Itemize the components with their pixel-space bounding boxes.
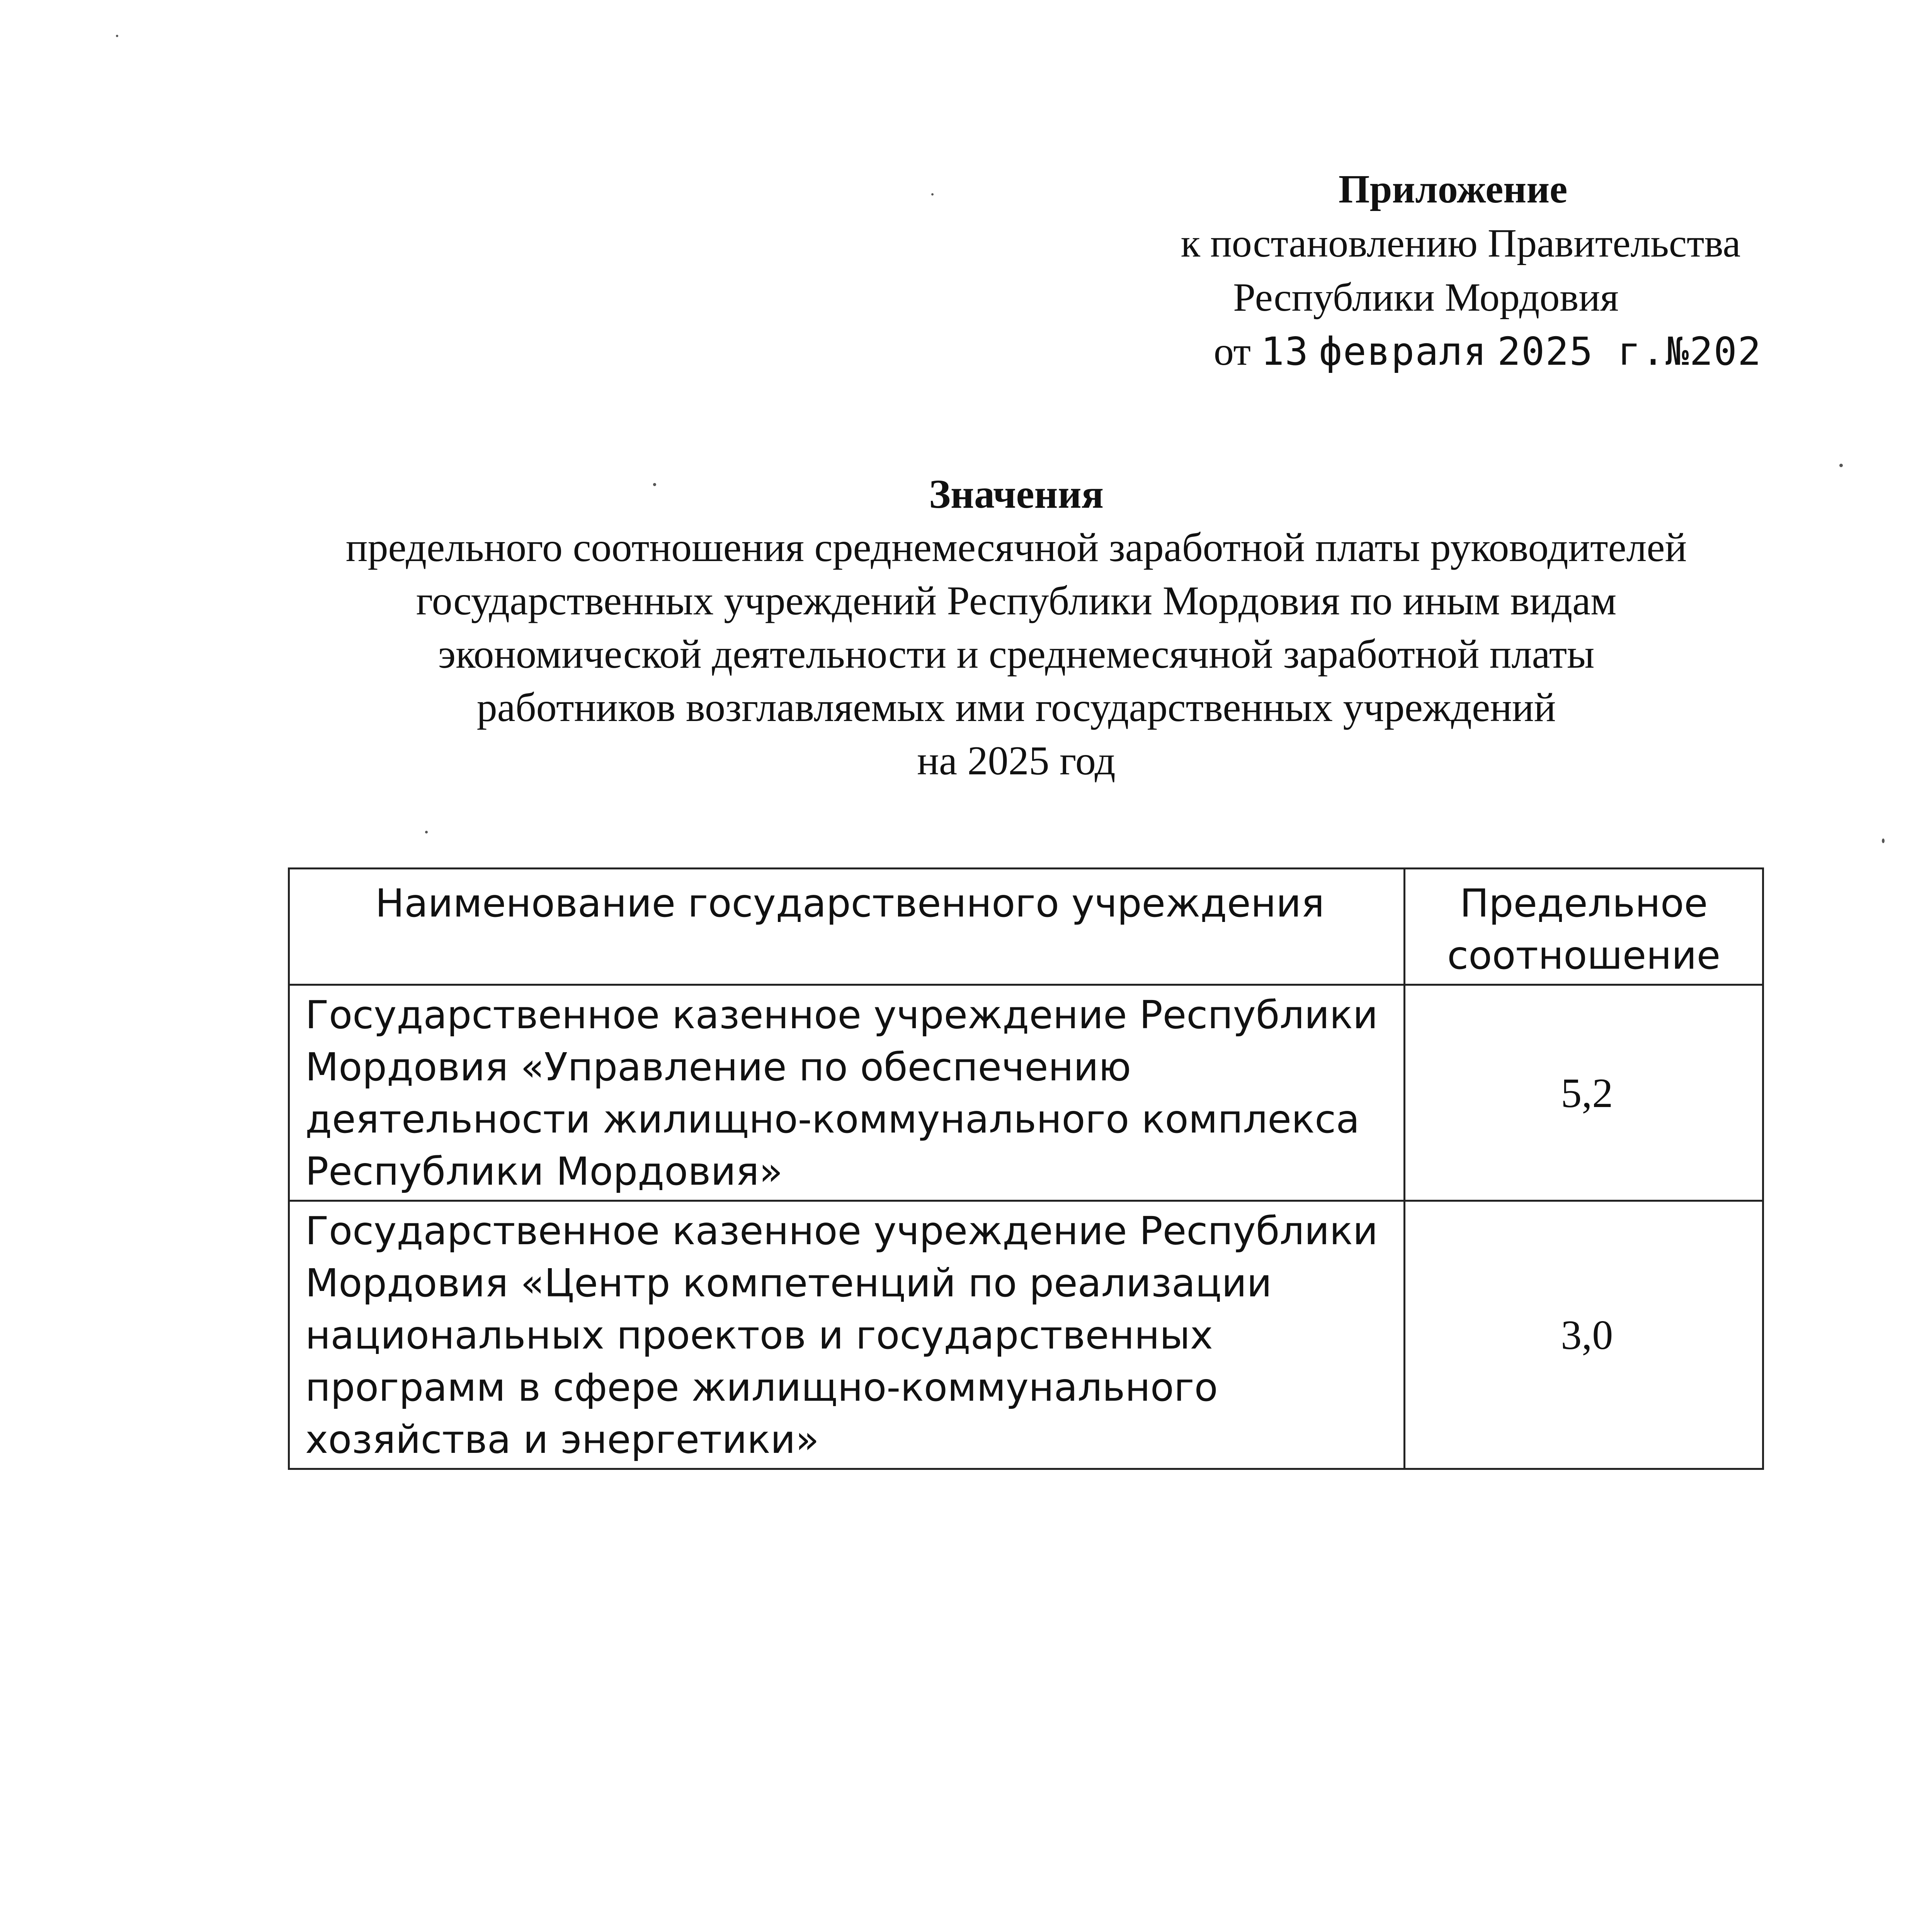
institution-name-cell	[289, 1201, 1405, 1469]
scan-speck	[1839, 464, 1843, 467]
institution-name-line: Государственное казенное учреждение Республики	[305, 1208, 1378, 1253]
institution-name-line: Республики Мордовия»	[305, 1149, 783, 1194]
header-ratio-label-1: Предельное	[1460, 881, 1708, 926]
date-prefix: от	[1213, 329, 1251, 374]
institution-name-line: национальных проектов и государственных	[305, 1313, 1213, 1358]
scan-speck	[425, 831, 428, 833]
document-title-line: предельного соотношения среднемесячной заработной платы руководителей	[345, 525, 1687, 570]
appendix-republic-line: Республики Мордовия	[1233, 275, 1619, 320]
document-title-line: экономической деятельности и среднемесячной заработной платы	[438, 631, 1595, 677]
scan-speck	[653, 483, 656, 486]
table-row	[289, 985, 1763, 1201]
document-heading: Значения	[929, 471, 1104, 517]
date-day: 13	[1260, 329, 1309, 374]
appendix-resolution-line: к постановлению Правительства	[1181, 221, 1741, 265]
document-title-line: работников возглавляемых ими государственных учреждений	[476, 685, 1556, 730]
ratio-value-cell: 5,2	[1405, 985, 1763, 1201]
header-ratio	[1405, 869, 1763, 985]
document-title-line: государственных учреждений Республики Мордовия по иным видам	[416, 578, 1617, 623]
institution-name-cell	[289, 985, 1405, 1201]
header-name	[289, 869, 1405, 985]
date-month: февраля	[1319, 329, 1487, 374]
document-title-block	[270, 468, 1762, 787]
table-header-row	[289, 869, 1763, 985]
table-row	[289, 1201, 1763, 1469]
scan-speck	[1882, 838, 1885, 843]
date-year: 2025 г.	[1497, 329, 1666, 374]
scan-speck	[931, 193, 934, 196]
institution-name-line: Государственное казенное учреждение Республики	[305, 992, 1378, 1037]
institution-name-line: хозяйства и энергетики»	[305, 1417, 819, 1462]
appendix-header	[1074, 162, 1770, 379]
institution-name-line: деятельности жилищно-коммунального комплекса	[305, 1097, 1360, 1142]
appendix-date-line	[1140, 325, 1835, 379]
appendix-title: Приложение	[1338, 167, 1568, 211]
institution-name-line: программ в сфере жилищно-коммунального	[305, 1365, 1218, 1410]
scan-speck	[116, 35, 118, 37]
institution-name-line: Мордовия «Управление по обеспечению	[305, 1044, 1131, 1090]
ratio-table	[288, 867, 1764, 1470]
ratio-value-cell: 3,0	[1405, 1201, 1763, 1469]
document-title-line: на 2025 год	[917, 738, 1116, 783]
institution-name-line: Мордовия «Центр компетенций по реализации	[305, 1260, 1272, 1306]
date-number: №202	[1665, 329, 1762, 374]
header-name-label: Наименование государственного учреждения	[375, 881, 1325, 926]
header-ratio-label-2: соотношение	[1447, 933, 1721, 978]
